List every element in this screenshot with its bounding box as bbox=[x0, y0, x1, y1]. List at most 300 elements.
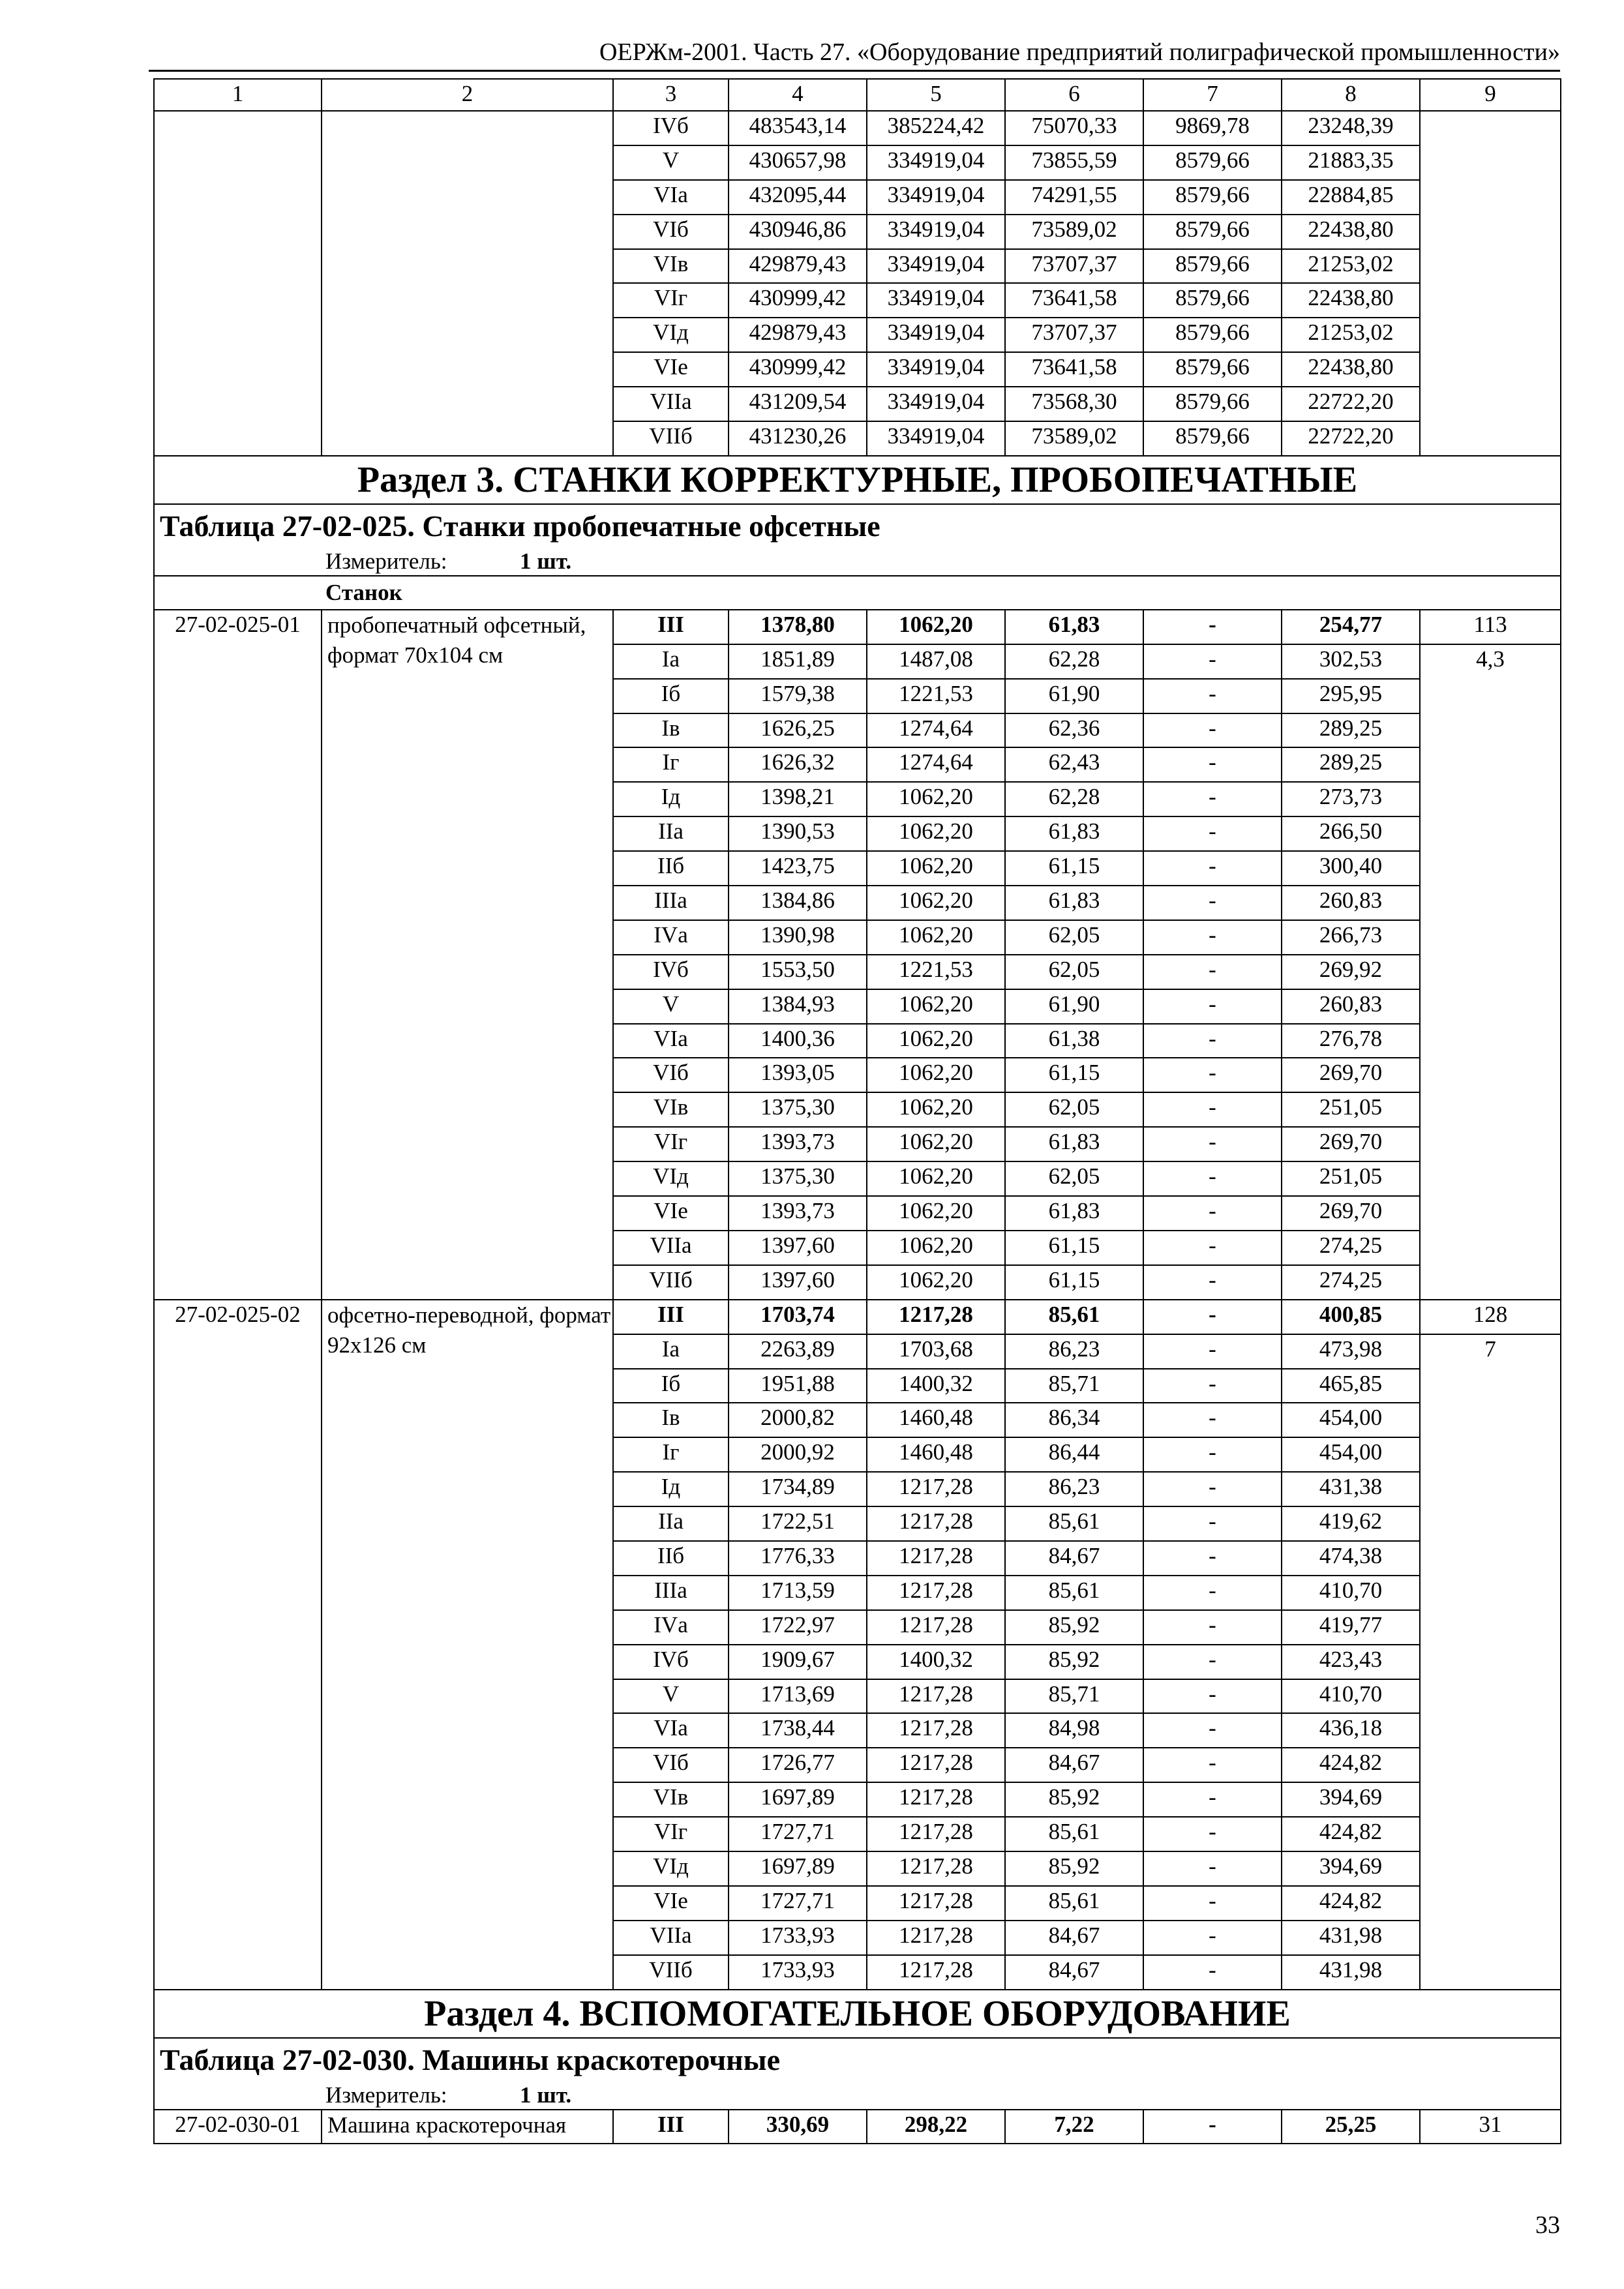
value-cell: 394,69 bbox=[1282, 1851, 1420, 1886]
value-cell: - bbox=[1143, 782, 1282, 816]
value-cell: 8579,66 bbox=[1143, 387, 1282, 421]
value-cell: 73855,59 bbox=[1005, 145, 1143, 180]
value-cell: - bbox=[1143, 1369, 1282, 1403]
value-cell: VIд bbox=[613, 1851, 729, 1886]
value-cell: 61,38 bbox=[1005, 1024, 1143, 1058]
value-cell: 85,61 bbox=[1005, 1886, 1143, 1921]
table-title-row bbox=[154, 2038, 1561, 2082]
value-cell: Iг bbox=[613, 747, 729, 782]
measure-value: 1 шт. bbox=[520, 548, 572, 574]
value-cell: 266,50 bbox=[1282, 816, 1420, 851]
value-cell: VIа bbox=[613, 180, 729, 215]
value-cell: 84,67 bbox=[1005, 1921, 1143, 1955]
name-cell: пробопечатный офсетный, формат 70х104 см bbox=[322, 610, 613, 1300]
value-cell: 84,67 bbox=[1005, 1748, 1143, 1782]
value-cell: 21883,35 bbox=[1282, 145, 1420, 180]
value-cell: 1722,97 bbox=[729, 1610, 867, 1645]
value-cell: - bbox=[1143, 1127, 1282, 1161]
value-cell: 1217,28 bbox=[867, 1851, 1005, 1886]
value-cell: 73589,02 bbox=[1005, 421, 1143, 456]
value-cell: Iб bbox=[613, 679, 729, 713]
value-cell: - bbox=[1143, 886, 1282, 920]
value-cell: 269,70 bbox=[1282, 1058, 1420, 1092]
value-cell: - bbox=[1143, 1231, 1282, 1265]
value-cell: 2263,89 bbox=[729, 1334, 867, 1369]
value-cell: 1400,36 bbox=[729, 1024, 867, 1058]
value-cell: 431,38 bbox=[1282, 1472, 1420, 1506]
value-cell: - bbox=[1143, 1713, 1282, 1748]
column-number: 9 bbox=[1420, 79, 1561, 111]
value-cell: - bbox=[1143, 1886, 1282, 1921]
value-cell: 431230,26 bbox=[729, 421, 867, 456]
value-cell: 61,15 bbox=[1005, 851, 1143, 886]
section-heading-row bbox=[154, 1990, 1561, 2038]
value-cell: 1217,28 bbox=[867, 1300, 1005, 1334]
value-cell: 9869,78 bbox=[1143, 111, 1282, 145]
value-cell: 274,25 bbox=[1282, 1231, 1420, 1265]
col9-cell: 113 bbox=[1420, 610, 1561, 644]
value-cell: VIб bbox=[613, 1058, 729, 1092]
value-cell: 1697,89 bbox=[729, 1851, 867, 1886]
value-cell: - bbox=[1143, 679, 1282, 713]
column-number: 4 bbox=[729, 79, 867, 111]
value-cell: 260,83 bbox=[1282, 886, 1420, 920]
value-cell: IVб bbox=[613, 955, 729, 989]
value-cell: 1062,20 bbox=[867, 1092, 1005, 1127]
value-cell: VIг bbox=[613, 1127, 729, 1161]
value-cell: - bbox=[1143, 1058, 1282, 1092]
col9-cell: 31 bbox=[1420, 2110, 1561, 2144]
value-cell: VIе bbox=[613, 1886, 729, 1921]
value-cell: 334919,04 bbox=[867, 387, 1005, 421]
value-cell: 429879,43 bbox=[729, 249, 867, 284]
value-cell: - bbox=[1143, 1265, 1282, 1300]
value-cell: 86,23 bbox=[1005, 1334, 1143, 1369]
value-cell: 1397,60 bbox=[729, 1265, 867, 1300]
value-cell: Iв bbox=[613, 713, 729, 748]
value-cell: - bbox=[1143, 1782, 1282, 1817]
value-cell: 254,77 bbox=[1282, 610, 1420, 644]
value-cell: IVа bbox=[613, 920, 729, 955]
value-cell: 61,83 bbox=[1005, 1196, 1143, 1231]
value-cell: 330,69 bbox=[729, 2110, 867, 2144]
value-cell: 334919,04 bbox=[867, 352, 1005, 387]
value-cell: 61,83 bbox=[1005, 816, 1143, 851]
measure-row bbox=[154, 2082, 1561, 2110]
measure-cell bbox=[154, 2082, 1561, 2110]
value-cell: 251,05 bbox=[1282, 1092, 1420, 1127]
measure-label: Измеритель: bbox=[325, 548, 447, 574]
value-cell: VIе bbox=[613, 352, 729, 387]
value-cell: 1703,68 bbox=[867, 1334, 1005, 1369]
value-cell: - bbox=[1143, 1024, 1282, 1058]
value-cell: 1393,05 bbox=[729, 1058, 867, 1092]
value-cell: 8579,66 bbox=[1143, 283, 1282, 318]
value-cell: 74291,55 bbox=[1005, 180, 1143, 215]
value-cell: 1460,48 bbox=[867, 1403, 1005, 1437]
value-cell: 85,92 bbox=[1005, 1645, 1143, 1679]
value-cell: 424,82 bbox=[1282, 1886, 1420, 1921]
value-cell: 300,40 bbox=[1282, 851, 1420, 886]
value-cell: 1703,74 bbox=[729, 1300, 867, 1334]
value-cell: 289,25 bbox=[1282, 747, 1420, 782]
code-cell bbox=[154, 111, 322, 456]
value-cell: 334919,04 bbox=[867, 145, 1005, 180]
value-cell: 1460,48 bbox=[867, 1437, 1005, 1472]
value-cell: 75070,33 bbox=[1005, 111, 1143, 145]
value-cell: 85,61 bbox=[1005, 1300, 1143, 1334]
section-heading-row bbox=[154, 456, 1561, 504]
value-cell: 62,05 bbox=[1005, 955, 1143, 989]
value-cell: 1713,69 bbox=[729, 1679, 867, 1714]
section-heading: Раздел 3. СТАНКИ КОРРЕКТУРНЫЕ, ПРОБОПЕЧАТНЫЕ bbox=[154, 456, 1561, 504]
col9-cell: 128 bbox=[1420, 1300, 1561, 1334]
value-cell: 1062,20 bbox=[867, 851, 1005, 886]
value-cell: Iд bbox=[613, 1472, 729, 1506]
value-cell: IIа bbox=[613, 816, 729, 851]
value-cell: 1217,28 bbox=[867, 1541, 1005, 1576]
value-cell: 22722,20 bbox=[1282, 421, 1420, 456]
value-cell: 424,82 bbox=[1282, 1748, 1420, 1782]
value-cell: V bbox=[613, 145, 729, 180]
value-cell: 424,82 bbox=[1282, 1817, 1420, 1851]
value-cell: 430999,42 bbox=[729, 352, 867, 387]
value-cell: 1217,28 bbox=[867, 1576, 1005, 1610]
value-cell: VIв bbox=[613, 1782, 729, 1817]
value-cell: 1423,75 bbox=[729, 851, 867, 886]
value-cell: 1851,89 bbox=[729, 644, 867, 679]
value-cell: III bbox=[613, 610, 729, 644]
value-cell: 1727,71 bbox=[729, 1886, 867, 1921]
value-cell: 1062,20 bbox=[867, 1024, 1005, 1058]
value-cell: 61,83 bbox=[1005, 1127, 1143, 1161]
value-cell: 62,28 bbox=[1005, 644, 1143, 679]
value-cell: 334919,04 bbox=[867, 180, 1005, 215]
value-cell: 7,22 bbox=[1005, 2110, 1143, 2144]
value-cell: 1733,93 bbox=[729, 1955, 867, 1990]
value-cell: 273,73 bbox=[1282, 782, 1420, 816]
value-cell: 85,61 bbox=[1005, 1576, 1143, 1610]
value-cell: 62,43 bbox=[1005, 747, 1143, 782]
value-cell: 8579,66 bbox=[1143, 352, 1282, 387]
value-cell: - bbox=[1143, 644, 1282, 679]
value-cell: - bbox=[1143, 747, 1282, 782]
value-cell: 22722,20 bbox=[1282, 387, 1420, 421]
table-title: Таблица 27-02-030. Машины краскотерочные bbox=[154, 2038, 1561, 2082]
value-cell: 1400,32 bbox=[867, 1645, 1005, 1679]
value-cell: 394,69 bbox=[1282, 1782, 1420, 1817]
value-cell: - bbox=[1143, 1541, 1282, 1576]
value-cell: 22438,80 bbox=[1282, 215, 1420, 249]
value-cell: 1217,28 bbox=[867, 1610, 1005, 1645]
value-cell: 1217,28 bbox=[867, 1886, 1005, 1921]
value-cell: 1217,28 bbox=[867, 1921, 1005, 1955]
value-cell: 1062,20 bbox=[867, 816, 1005, 851]
value-cell: 276,78 bbox=[1282, 1024, 1420, 1058]
value-cell: 8579,66 bbox=[1143, 215, 1282, 249]
rates-table bbox=[153, 78, 1561, 2144]
value-cell: 1909,67 bbox=[729, 1645, 867, 1679]
column-number: 1 bbox=[154, 79, 322, 111]
name-cell: офсетно-переводной, формат 92х126 см bbox=[322, 1300, 613, 1990]
value-cell: VIв bbox=[613, 1092, 729, 1127]
value-cell: VIд bbox=[613, 318, 729, 352]
value-cell: - bbox=[1143, 1576, 1282, 1610]
value-cell: V bbox=[613, 989, 729, 1024]
value-cell: 274,25 bbox=[1282, 1265, 1420, 1300]
value-cell: 2000,82 bbox=[729, 1403, 867, 1437]
value-cell: 1062,20 bbox=[867, 1161, 1005, 1196]
column-number-row bbox=[154, 79, 1561, 111]
value-cell: IIIа bbox=[613, 886, 729, 920]
table-row bbox=[154, 610, 1561, 644]
value-cell: 85,92 bbox=[1005, 1610, 1143, 1645]
value-cell: - bbox=[1143, 1679, 1282, 1714]
value-cell: 1553,50 bbox=[729, 955, 867, 989]
value-cell: VIб bbox=[613, 215, 729, 249]
value-cell: 22884,85 bbox=[1282, 180, 1420, 215]
value-cell: 1375,30 bbox=[729, 1161, 867, 1196]
value-cell: 1626,25 bbox=[729, 713, 867, 748]
value-cell: 1062,20 bbox=[867, 1127, 1005, 1161]
value-cell: 86,34 bbox=[1005, 1403, 1143, 1437]
value-cell: IVб bbox=[613, 111, 729, 145]
value-cell: VIб bbox=[613, 1748, 729, 1782]
value-cell: Iб bbox=[613, 1369, 729, 1403]
value-cell: Iа bbox=[613, 1334, 729, 1369]
value-cell: 1697,89 bbox=[729, 1782, 867, 1817]
value-cell: 1375,30 bbox=[729, 1092, 867, 1127]
value-cell: 1738,44 bbox=[729, 1713, 867, 1748]
value-cell: 269,70 bbox=[1282, 1196, 1420, 1231]
value-cell: - bbox=[1143, 1851, 1282, 1886]
value-cell: - bbox=[1143, 1196, 1282, 1231]
value-cell: 86,44 bbox=[1005, 1437, 1143, 1472]
value-cell: 1722,51 bbox=[729, 1506, 867, 1541]
value-cell: - bbox=[1143, 851, 1282, 886]
value-cell: 1274,64 bbox=[867, 747, 1005, 782]
value-cell: 430657,98 bbox=[729, 145, 867, 180]
value-cell: 260,83 bbox=[1282, 989, 1420, 1024]
running-header: ОЕРЖм-2001. Часть 27. «Оборудование предприятий полиграфической промышленности» bbox=[599, 38, 1560, 66]
page-number: 33 bbox=[1535, 2211, 1560, 2239]
value-cell: V bbox=[613, 1679, 729, 1714]
value-cell: 73707,37 bbox=[1005, 249, 1143, 284]
value-cell: 61,83 bbox=[1005, 886, 1143, 920]
code-cell: 27-02-025-01 bbox=[154, 610, 322, 1300]
col9-cell: 7 bbox=[1420, 1334, 1561, 1990]
value-cell: 61,90 bbox=[1005, 679, 1143, 713]
value-cell: III bbox=[613, 2110, 729, 2144]
value-cell: 269,92 bbox=[1282, 955, 1420, 989]
value-cell: 1398,21 bbox=[729, 782, 867, 816]
value-cell: 1390,53 bbox=[729, 816, 867, 851]
value-cell: 84,67 bbox=[1005, 1541, 1143, 1576]
value-cell: 474,38 bbox=[1282, 1541, 1420, 1576]
value-cell: Iд bbox=[613, 782, 729, 816]
value-cell: 1626,32 bbox=[729, 747, 867, 782]
value-cell: 334919,04 bbox=[867, 318, 1005, 352]
value-cell: - bbox=[1143, 920, 1282, 955]
value-cell: 85,92 bbox=[1005, 1851, 1143, 1886]
name-cell bbox=[322, 111, 613, 456]
value-cell: 269,70 bbox=[1282, 1127, 1420, 1161]
value-cell: 8579,66 bbox=[1143, 249, 1282, 284]
table-title-row bbox=[154, 504, 1561, 548]
value-cell: 1390,98 bbox=[729, 920, 867, 955]
value-cell: 1733,93 bbox=[729, 1921, 867, 1955]
value-cell: 334919,04 bbox=[867, 283, 1005, 318]
value-cell: 431,98 bbox=[1282, 1955, 1420, 1990]
value-cell: 410,70 bbox=[1282, 1576, 1420, 1610]
value-cell: VIIб bbox=[613, 421, 729, 456]
value-cell: - bbox=[1143, 713, 1282, 748]
value-cell: Iа bbox=[613, 644, 729, 679]
value-cell: IVа bbox=[613, 1610, 729, 1645]
value-cell: 1384,86 bbox=[729, 886, 867, 920]
value-cell: 85,92 bbox=[1005, 1782, 1143, 1817]
value-cell: 1713,59 bbox=[729, 1576, 867, 1610]
value-cell: VIг bbox=[613, 1817, 729, 1851]
value-cell: IIа bbox=[613, 1506, 729, 1541]
value-cell: 61,90 bbox=[1005, 989, 1143, 1024]
value-cell: 289,25 bbox=[1282, 713, 1420, 748]
value-cell: III bbox=[613, 1300, 729, 1334]
measure-cell bbox=[154, 548, 1561, 576]
value-cell: 1487,08 bbox=[867, 644, 1005, 679]
value-cell: 1217,28 bbox=[867, 1679, 1005, 1714]
value-cell: 1062,20 bbox=[867, 886, 1005, 920]
value-cell: - bbox=[1143, 2110, 1282, 2144]
value-cell: 23248,39 bbox=[1282, 111, 1420, 145]
column-number: 6 bbox=[1005, 79, 1143, 111]
section-heading: Раздел 4. ВСПОМОГАТЕЛЬНОЕ ОБОРУДОВАНИЕ bbox=[154, 1990, 1561, 2038]
value-cell: 1726,77 bbox=[729, 1748, 867, 1782]
value-cell: IVб bbox=[613, 1645, 729, 1679]
value-cell: VIIа bbox=[613, 387, 729, 421]
value-cell: 1062,20 bbox=[867, 920, 1005, 955]
value-cell: 1062,20 bbox=[867, 610, 1005, 644]
value-cell: 1062,20 bbox=[867, 989, 1005, 1024]
value-cell: 62,05 bbox=[1005, 1161, 1143, 1196]
value-cell: 1062,20 bbox=[867, 1231, 1005, 1265]
value-cell: 1221,53 bbox=[867, 955, 1005, 989]
value-cell: Iг bbox=[613, 1437, 729, 1472]
table-title: Таблица 27-02-025. Станки пробопечатные офсетные bbox=[154, 504, 1561, 548]
value-cell: 1579,38 bbox=[729, 679, 867, 713]
value-cell: 385224,42 bbox=[867, 111, 1005, 145]
value-cell: 61,83 bbox=[1005, 610, 1143, 644]
value-cell: 473,98 bbox=[1282, 1334, 1420, 1369]
value-cell: 8579,66 bbox=[1143, 180, 1282, 215]
value-cell: 1221,53 bbox=[867, 679, 1005, 713]
value-cell: 334919,04 bbox=[867, 421, 1005, 456]
column-number: 5 bbox=[867, 79, 1005, 111]
value-cell: - bbox=[1143, 610, 1282, 644]
value-cell: 61,15 bbox=[1005, 1265, 1143, 1300]
value-cell: 400,85 bbox=[1282, 1300, 1420, 1334]
value-cell: Iв bbox=[613, 1403, 729, 1437]
value-cell: 84,67 bbox=[1005, 1955, 1143, 1990]
value-cell: 85,71 bbox=[1005, 1369, 1143, 1403]
value-cell: 302,53 bbox=[1282, 644, 1420, 679]
value-cell: 432095,44 bbox=[729, 180, 867, 215]
col9-cell: 4,3 bbox=[1420, 644, 1561, 1300]
value-cell: - bbox=[1143, 1610, 1282, 1645]
subheading: Станок bbox=[325, 579, 402, 605]
value-cell: 1393,73 bbox=[729, 1196, 867, 1231]
value-cell: IIIа bbox=[613, 1576, 729, 1610]
value-cell: IIб bbox=[613, 1541, 729, 1576]
header-rule bbox=[149, 70, 1560, 72]
value-cell: 430946,86 bbox=[729, 215, 867, 249]
column-number: 3 bbox=[613, 79, 729, 111]
value-cell: VIе bbox=[613, 1196, 729, 1231]
value-cell: - bbox=[1143, 1817, 1282, 1851]
value-cell: 84,98 bbox=[1005, 1713, 1143, 1748]
value-cell: 8579,66 bbox=[1143, 145, 1282, 180]
value-cell: 410,70 bbox=[1282, 1679, 1420, 1714]
code-cell: 27-02-025-02 bbox=[154, 1300, 322, 1990]
value-cell: - bbox=[1143, 1403, 1282, 1437]
value-cell: 1397,60 bbox=[729, 1231, 867, 1265]
value-cell: 431,98 bbox=[1282, 1921, 1420, 1955]
value-cell: 436,18 bbox=[1282, 1713, 1420, 1748]
value-cell: 1727,71 bbox=[729, 1817, 867, 1851]
value-cell: 1217,28 bbox=[867, 1955, 1005, 1990]
column-number: 2 bbox=[322, 79, 613, 111]
value-cell: 1062,20 bbox=[867, 1058, 1005, 1092]
value-cell: 21253,02 bbox=[1282, 249, 1420, 284]
value-cell: 454,00 bbox=[1282, 1403, 1420, 1437]
value-cell: 298,22 bbox=[867, 2110, 1005, 2144]
value-cell: 22438,80 bbox=[1282, 352, 1420, 387]
value-cell: 454,00 bbox=[1282, 1437, 1420, 1472]
value-cell: 483543,14 bbox=[729, 111, 867, 145]
value-cell: 465,85 bbox=[1282, 1369, 1420, 1403]
subheading-cell bbox=[154, 576, 1561, 610]
value-cell: 1393,73 bbox=[729, 1127, 867, 1161]
value-cell: 334919,04 bbox=[867, 215, 1005, 249]
value-cell: VIIб bbox=[613, 1955, 729, 1990]
value-cell: 419,77 bbox=[1282, 1610, 1420, 1645]
value-cell: - bbox=[1143, 816, 1282, 851]
value-cell: 85,61 bbox=[1005, 1817, 1143, 1851]
value-cell: VIв bbox=[613, 249, 729, 284]
value-cell: 1062,20 bbox=[867, 782, 1005, 816]
code-cell: 27-02-030-01 bbox=[154, 2110, 322, 2144]
value-cell: 1062,20 bbox=[867, 1196, 1005, 1231]
value-cell: - bbox=[1143, 1300, 1282, 1334]
value-cell: IIб bbox=[613, 851, 729, 886]
value-cell: - bbox=[1143, 1437, 1282, 1472]
col9-cell bbox=[1420, 111, 1561, 456]
value-cell: 8579,66 bbox=[1143, 421, 1282, 456]
value-cell: 1217,28 bbox=[867, 1748, 1005, 1782]
value-cell: 61,15 bbox=[1005, 1231, 1143, 1265]
value-cell: VIIа bbox=[613, 1231, 729, 1265]
table-row bbox=[154, 1300, 1561, 1334]
column-number: 7 bbox=[1143, 79, 1282, 111]
value-cell: 62,28 bbox=[1005, 782, 1143, 816]
measure-label: Измеритель: bbox=[325, 2082, 447, 2108]
value-cell: 73707,37 bbox=[1005, 318, 1143, 352]
value-cell: 2000,92 bbox=[729, 1437, 867, 1472]
value-cell: 86,23 bbox=[1005, 1472, 1143, 1506]
value-cell: - bbox=[1143, 1334, 1282, 1369]
value-cell: 431209,54 bbox=[729, 387, 867, 421]
value-cell: 334919,04 bbox=[867, 249, 1005, 284]
